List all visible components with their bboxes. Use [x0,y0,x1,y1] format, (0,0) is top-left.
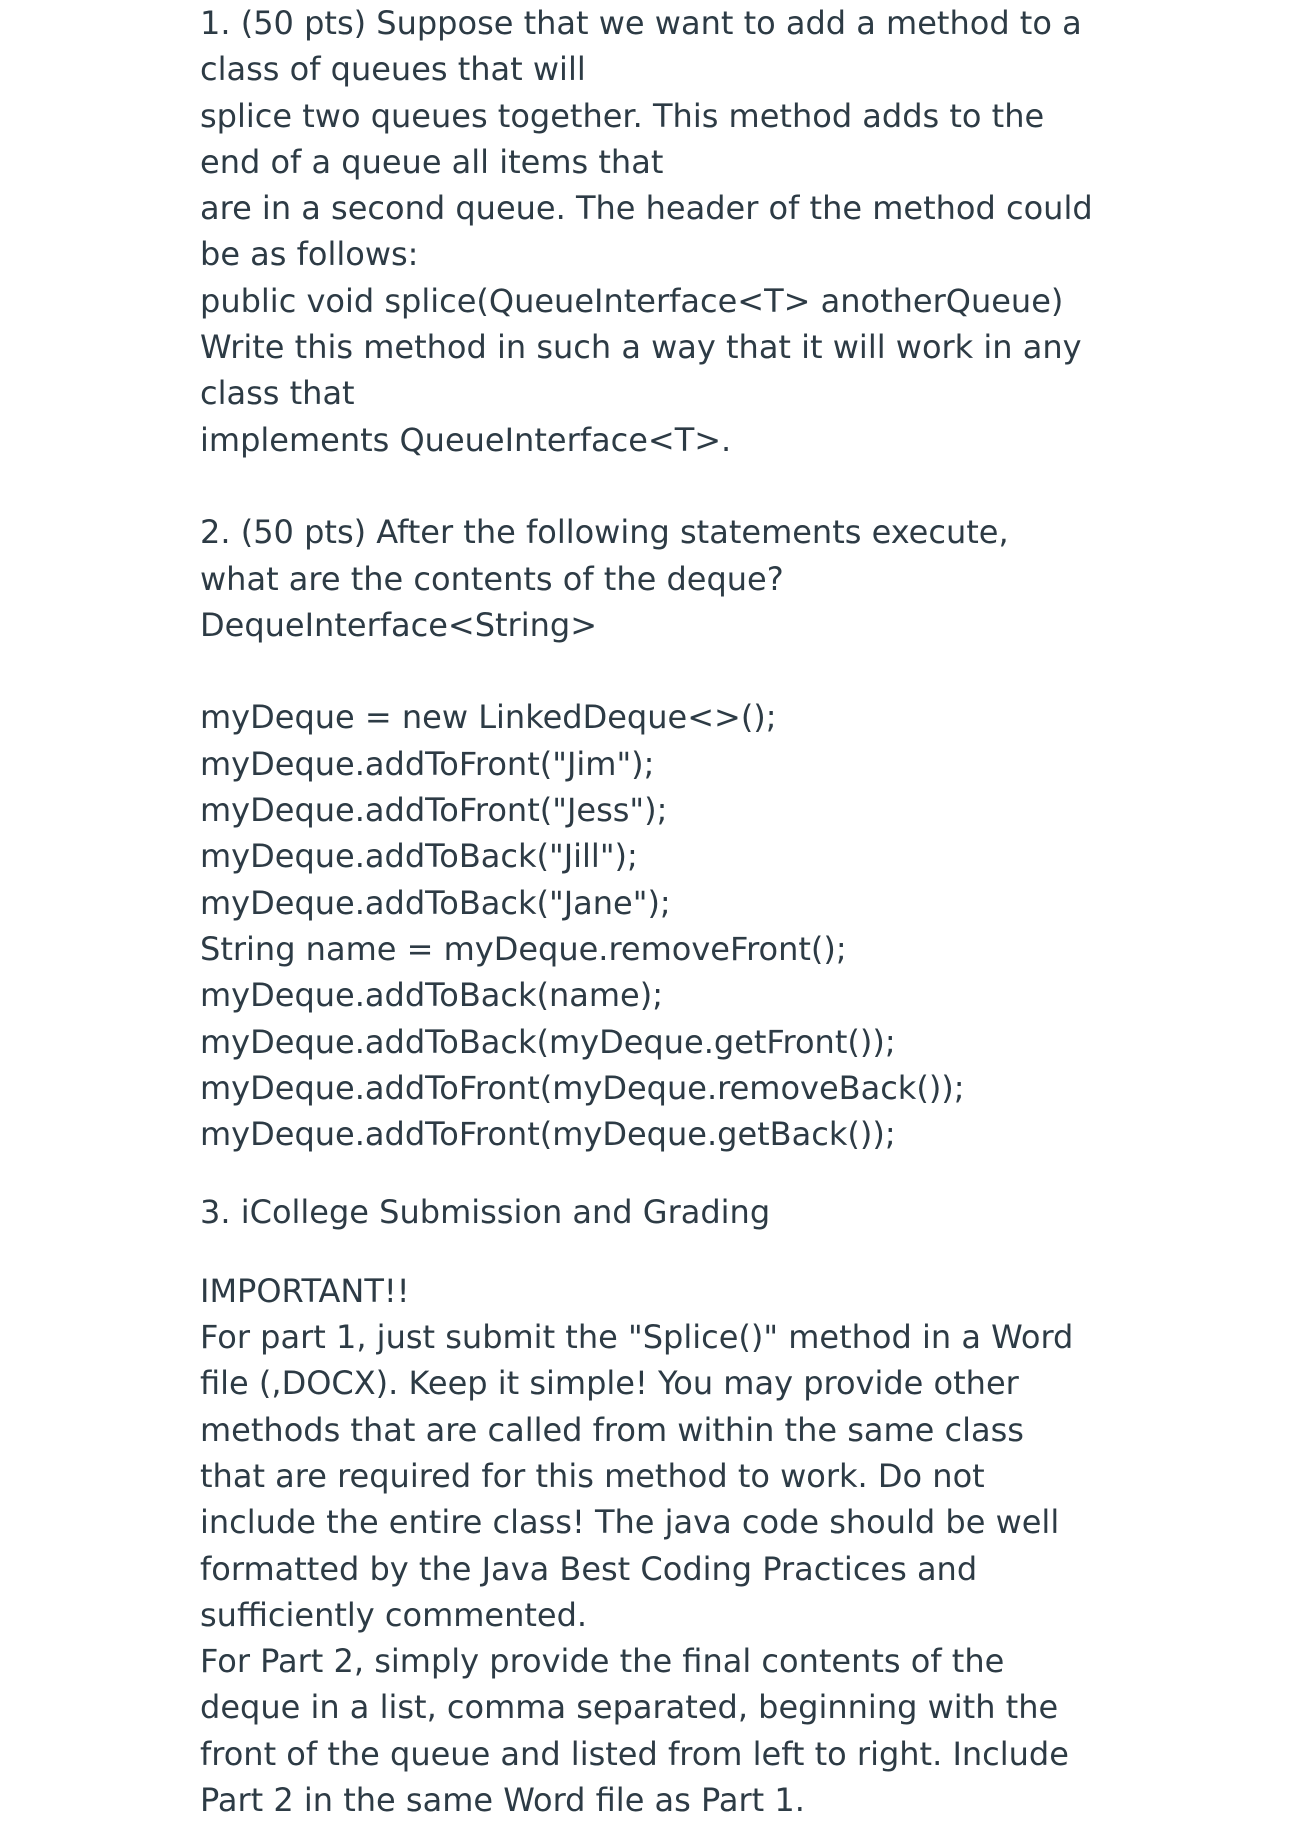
q1-line: are in a second queue. The header of the method could [200,189,1093,228]
spacer [200,1236,1210,1268]
q3-line: that are required for this method to work. Do not [200,1456,985,1495]
code-line: String name = myDeque.removeFront(); [200,929,847,968]
q3-line: For Part 2, simply provide the final contents of the [200,1642,1005,1681]
q3-line: Part 2 in the same Word file as Part 1. [200,1780,805,1819]
code-line: myDeque.addToFront(myDeque.getBack()); [200,1115,896,1154]
q1-line: class of queues that will [200,50,586,89]
code-line: myDeque.addToBack("Jane"); [200,883,671,922]
code-line: myDeque.addToBack("Jill"); [200,837,638,876]
q1-line: splice two queues together. This method adds to the [200,96,1045,135]
spacer [200,1157,1210,1189]
question-2 [200,509,1210,1157]
q3-line: include the entire class! The java code should be well [200,1503,1060,1542]
q3-line: file (,DOCX). Keep it simple! You may provide other [200,1364,1019,1403]
q1-line: be as follows: [200,235,419,274]
q3-line: formatted by the Java Best Coding Practices and [200,1549,978,1588]
question-1 [200,0,1210,463]
q3-line: front of the queue and listed from left to right. Include [200,1734,1069,1773]
spacer [200,463,1210,509]
q2-code-block [200,694,1210,1157]
code-line: myDeque.addToFront(myDeque.removeBack()); [200,1068,965,1107]
q1-line: implements QueueInterface<T>. [200,420,732,459]
code-line: myDeque = new LinkedDeque<>(); [200,698,777,737]
q3-heading: 3. iCollege Submission and Grading [200,1193,771,1232]
q3-line: sufficiently commented. [200,1595,588,1634]
code-line: myDeque.addToBack(name); [200,976,663,1015]
spacer [200,648,1210,694]
code-line: myDeque.addToFront("Jess"); [200,791,668,830]
q3-line: methods that are called from within the same class [200,1410,1024,1449]
q1-line: 1. (50 pts) Suppose that we want to add a method to a [200,4,1082,42]
q2-line: what are the contents of the deque? [200,559,784,598]
question-3 [200,1189,1210,1823]
q3-line: For part 1, just submit the "Splice()" method in a Word [200,1318,1074,1357]
code-line: myDeque.addToFront("Jim"); [200,744,655,783]
important-label: IMPORTANT!! [200,1271,410,1310]
q2-line: 2. (50 pts) After the following statements execute, [200,513,1009,552]
q1-method-header: public void splice(QueueInterface<T> anotherQueue) [200,281,1064,320]
code-line: myDeque.addToBack(myDeque.getFront()); [200,1022,896,1061]
q3-line: deque in a list, comma separated, beginning with the [200,1688,1059,1727]
assignment-document [200,0,1210,1823]
q1-line: class that [200,374,355,413]
q2-line: DequeInterface<String> [200,605,597,644]
q1-line: Write this method in such a way that it will work in any [200,328,1082,367]
q1-line: end of a queue all items that [200,142,664,181]
